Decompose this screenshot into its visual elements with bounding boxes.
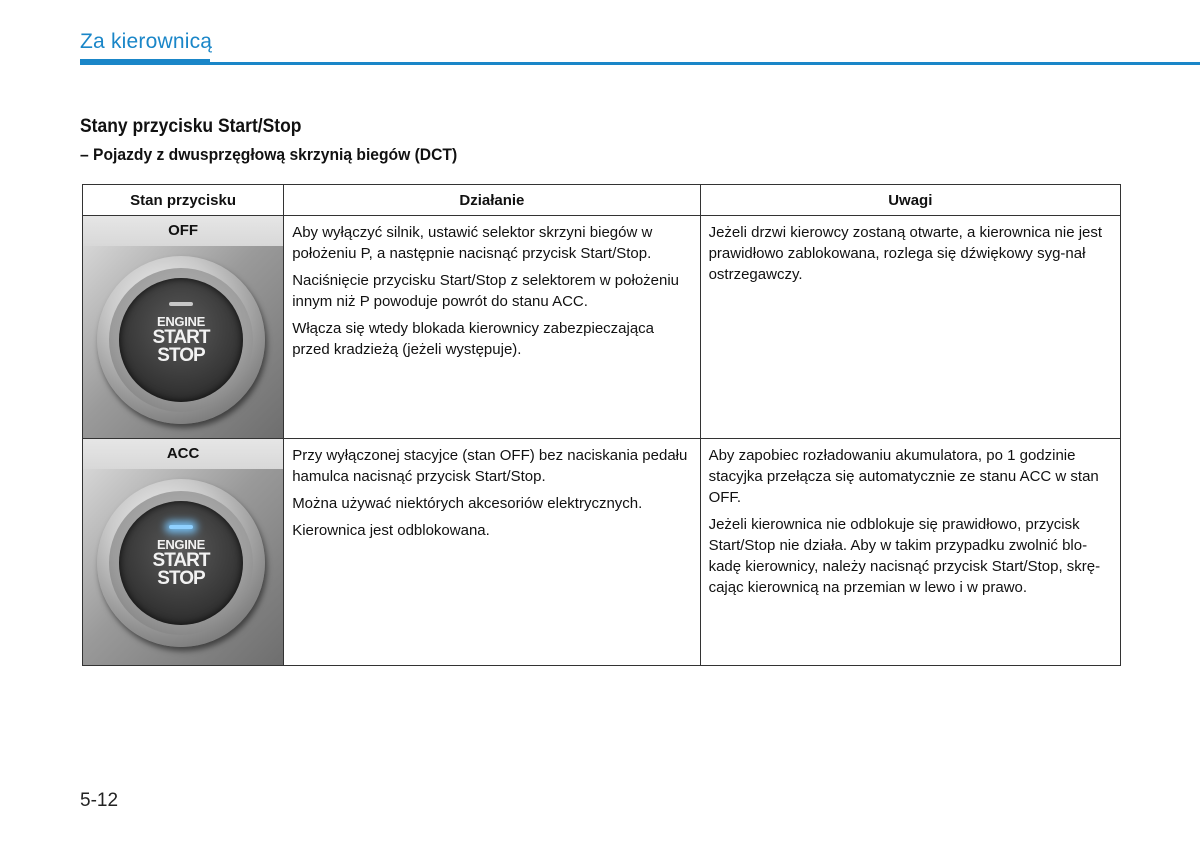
page-number: 5-12 — [80, 790, 119, 811]
header-rule-accent — [80, 59, 210, 65]
table-row-off — [83, 216, 1121, 439]
action-paragraph: Naciśnięcie przycisku Start/Stop z selektorem w położeniu innym niż P powoduje powrót do stanu ACC. — [292, 272, 680, 310]
button-text-engine: ENGINE — [156, 537, 206, 552]
button-text-start: START — [152, 327, 210, 348]
notes-paragraph: Aby zapobiec rozładowaniu akumulatora, po 1 godzinie stacyjka przełącza się automatycznie ze stanu ACC w stan OFF. — [708, 447, 1099, 506]
engine-start-stop-button — [119, 278, 243, 402]
section-title: Stany przycisku Start/Stop — [80, 116, 302, 137]
notes-cell-acc — [700, 439, 1120, 666]
state-cell-acc — [83, 439, 284, 666]
start-stop-button-image-acc — [83, 469, 283, 665]
action-paragraph: Aby wyłączyć silnik, ustawić selektor skrzyni biegów w położeniu P, a następnie nacisnąć przycisk Start/Stop. — [292, 224, 653, 262]
button-text-engine: ENGINE — [156, 314, 206, 329]
notes-cell-off — [700, 216, 1120, 439]
action-cell-off — [284, 216, 700, 439]
table-row-acc — [83, 439, 1121, 666]
header-action: Działanie — [284, 185, 700, 216]
header-rule — [80, 62, 1200, 65]
start-stop-button-image-off — [83, 246, 283, 438]
state-label-off: OFF — [83, 216, 283, 246]
engine-start-stop-button — [119, 501, 243, 625]
button-text-stop: STOP — [157, 568, 205, 589]
button-states-table — [82, 184, 1121, 666]
indicator-light-off-icon — [169, 302, 193, 306]
indicator-light-on-icon — [169, 525, 193, 529]
action-paragraph: Kierownica jest odblokowana. — [292, 522, 490, 539]
button-bezel — [97, 479, 265, 647]
chapter-title: Za kierownicą — [80, 30, 213, 53]
table-header-row — [83, 185, 1121, 216]
notes-paragraph: Jeżeli kierownica nie odblokuje się prawidłowo, przycisk Start/Stop nie działa. Aby w takim przypadku zwolnić blo-kadę kierownicy, należy nacisnąć przycisk Start/Stop, skrę-cając kierownicą na przemian w lewo i w prawo. — [708, 516, 1101, 596]
header-state: Stan przycisku — [83, 185, 284, 216]
notes-paragraph: Jeżeli drzwi kierowcy zostaną otwarte, a kierownica nie jest prawidłowo zablokowana, rozlega się dźwiękowy syg-nał ostrzegawczy. — [708, 224, 1103, 283]
section-subtitle: – Pojazdy z dwusprzęgłową skrzynią biegów (DCT) — [80, 145, 458, 164]
action-paragraph: Można używać niektórych akcesoriów elektrycznych. — [292, 495, 643, 512]
button-bezel — [97, 256, 265, 424]
action-paragraph: Włącza się wtedy blokada kierownicy zabezpieczająca przed kradzieżą (jeżeli występuje). — [292, 320, 655, 358]
action-paragraph: Przy wyłączonej stacyjce (stan OFF) bez naciskania pedału hamulca nacisnąć przycisk Start/Stop. — [292, 447, 688, 485]
header-notes: Uwagi — [700, 185, 1120, 216]
button-text-start: START — [152, 550, 210, 571]
action-cell-acc — [284, 439, 700, 666]
button-text-stop: STOP — [157, 345, 205, 366]
state-label-acc: ACC — [83, 439, 283, 469]
state-cell-off — [83, 216, 284, 439]
